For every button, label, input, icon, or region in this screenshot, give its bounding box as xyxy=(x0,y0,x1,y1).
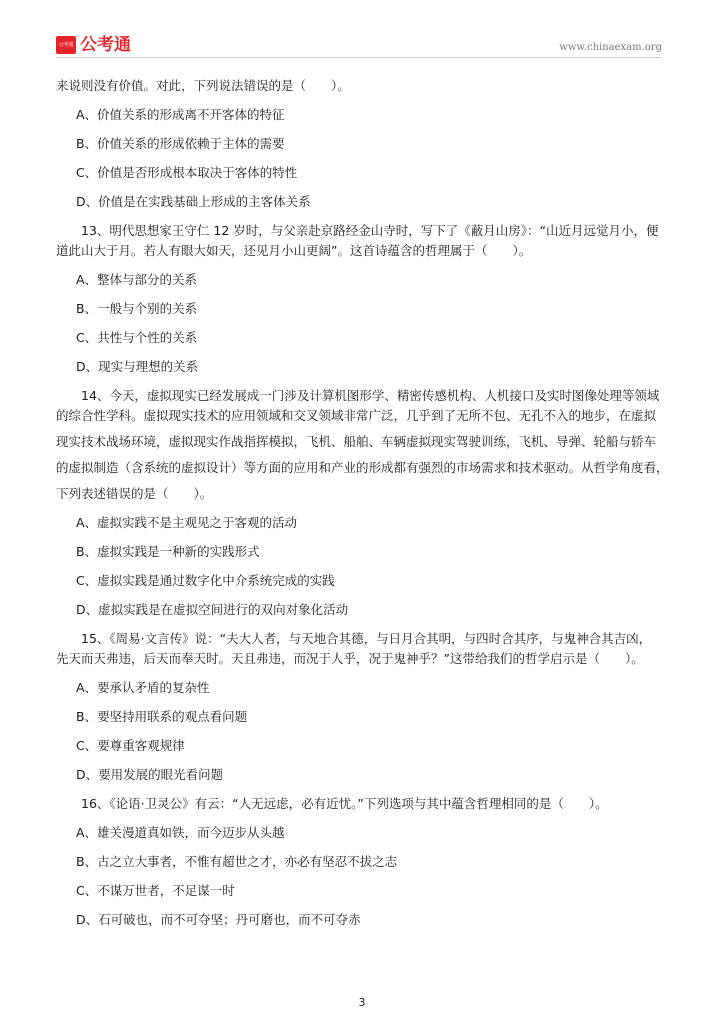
q13-option-c: C、共性与个性的关系 xyxy=(76,330,198,345)
q15-option-c: C、要尊重客观规律 xyxy=(76,738,185,753)
question-12-tail: 来说则没有价值。对此，下列说法错误的是（ ）。 xyxy=(56,78,350,93)
question-13-line-2: 道此山大于月。若人有眼大如天，还见月小山更阔”。这首诗蕴含的哲理属于（ ）。 xyxy=(56,243,532,258)
logo-badge: 公考通 xyxy=(56,36,76,54)
q16-option-a: A、雄关漫道真如铁，而今迈步从头越 xyxy=(76,825,285,840)
question-14-line-4: 的虚拟制造（含系统的虚拟设计）等方面的应用和产业的形成都有强烈的市场需求和技术驱动。从哲学角度看， xyxy=(56,460,669,475)
question-15-line-1: 15、《周易·文言传》说：“夫大人者，与天地合其德，与日月合其明，与四时合其序，与鬼神合其吉凶， xyxy=(81,631,652,646)
q13-option-b: B、一般与个别的关系 xyxy=(76,301,198,316)
q12-option-d: D、价值是在实践基础上形成的主客体关系 xyxy=(76,194,311,209)
site-url[interactable]: www.chinaexam.org xyxy=(559,42,662,53)
q14-option-b: B、虚拟实践是一种新的实践形式 xyxy=(76,544,260,559)
q13-option-a: A、整体与部分的关系 xyxy=(76,272,198,287)
q15-option-b: B、要坚持用联系的观点看问题 xyxy=(76,709,248,724)
q12-option-c: C、价值是否形成根本取决于客体的特性 xyxy=(76,165,298,180)
q16-option-b: B、古之立大事者，不惟有超世之才，亦必有坚忍不拔之志 xyxy=(76,854,398,869)
q13-option-d: D、现实与理想的关系 xyxy=(76,359,199,374)
q15-option-a: A、要承认矛盾的复杂性 xyxy=(76,680,210,695)
question-13-line-1: 13、明代思想家王守仁 12 岁时，与父亲赴京路经金山寺时，写下了《蔽月山房》：“山近月远觉月小，便 xyxy=(81,223,659,238)
header-divider xyxy=(56,57,662,58)
q14-option-c: C、虚拟实践是通过数字化中介系统完成的实践 xyxy=(76,573,335,588)
document-body xyxy=(56,76,668,939)
page-header xyxy=(56,34,662,60)
q14-option-d: D、虚拟实践是在虚拟空间进行的双向对象化活动 xyxy=(76,602,349,617)
question-14-line-2: 的综合性学科。虚拟现实技术的应用领域和交叉领域非常广泛，几乎到了无所不包、无孔不入的地步，在虚拟 xyxy=(56,408,657,423)
q15-option-d: D、要用发展的眼光看问题 xyxy=(76,767,224,782)
q16-option-c: C、不谋万世者，不足谋一时 xyxy=(76,883,235,898)
q16-option-d: D、石可破也，而不可夺坚；丹可磨也，而不可夺赤 xyxy=(76,912,361,927)
page-number: 3 xyxy=(358,996,366,1009)
question-14-line-1: 14、今天，虚拟现实已经发展成一门涉及计算机图形学、精密传感机构、人机接口及实时图像处理等领域 xyxy=(81,388,660,403)
question-15-line-2: 先天而天弗违，后天而奉天时。天且弗违，而况于人乎，况于鬼神乎？”这带给我们的哲学启示是（ ）。 xyxy=(56,651,644,666)
q12-option-a: A、价值关系的形成离不开客体的特征 xyxy=(76,107,285,122)
logo-text: 公考通 xyxy=(80,35,131,55)
question-14-line-5: 下列表述错误的是（ ）。 xyxy=(56,486,213,501)
question-16-line-1: 16、《论语·卫灵公》有云：“人无远虑，必有近忧。”下列选项与其中蕴含哲理相同的是（ ）。 xyxy=(81,796,608,811)
question-14-line-3: 现实技术战场环境，虚拟现实作战指挥模拟，飞机、船舶、车辆虚拟现实驾驶训练，飞机、导弹、轮船与轿车 xyxy=(56,434,657,449)
q14-option-a: A、虚拟实践不是主观见之于客观的活动 xyxy=(76,515,298,530)
q12-option-b: B、价值关系的形成依赖于主体的需要 xyxy=(76,136,285,151)
